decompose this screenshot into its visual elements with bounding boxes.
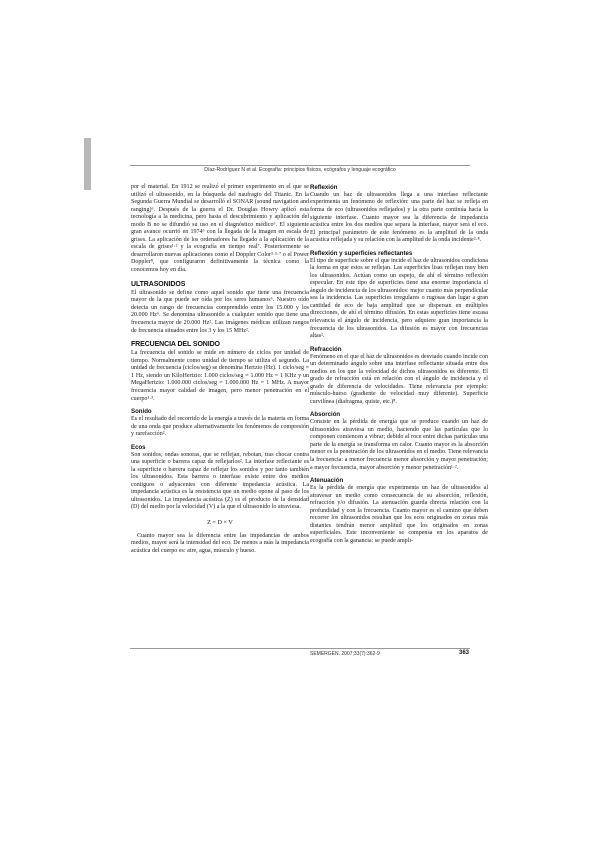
page-number: 363 xyxy=(458,650,469,656)
left-column xyxy=(131,184,309,556)
heading-refraccion: Refracción xyxy=(310,345,342,353)
impedance-equation: Z = D × V xyxy=(207,518,233,526)
footer-rule xyxy=(130,648,470,649)
superficies-paragraph: El tipo de superficie sobre el que incide el haz de ultrasonidos condiciona la forma en que estos se reflejan. Las superficies lisas reflejan muy bien los ultrasonidos. Actúan como un espejo, de ahí el término reflexión especular. En este tipo de superficies tiene una enorme importancia el ángulo de incidencia de los ultrasonidos: mejor cuanto más perpendicular sea la incidencia. Las superficies irregulares o rugosas dan lugar a gran cantidad de eco de baja amplitud que se dispersan en múltiples direcciones, de ahí el término difusión. En estas superficies tiene escasa relevancia el ángulo de incidencia, pero adquiere gran importancia la frecuencia de los ultrasonidos. La difusión es mayor con frecuencias altas². xyxy=(310,257,488,340)
heading-ultrasonidos: ULTRASONIDOS xyxy=(131,280,186,288)
heading-atenuacion: Atenuación xyxy=(310,477,344,485)
frecuencia-paragraph: La frecuencia del sonido se mide en número de ciclos por unidad de tiempo. Normalmente como unidad de tiempo se utiliza el segundo. La unidad de frecuencia (ciclos/seg) se denomina Hertzio (Hz). 1 ciclo/seg = 1 Hz, siendo un KiloHertzio: 1.000 ciclos/seg = 1.000 Hz = 1 KHz y un MegaHertzio: 1.000.000 ciclos/seg = 1.000.000 Hz = 1 MHz. A mayor frecuencia mayor calidad de imagen, pero menor penetración en el cuerpo¹·³. xyxy=(131,350,309,402)
heading-superficies: Reflexión y superficies reflectantes xyxy=(310,249,413,257)
ultrasonidos-paragraph: El ultrasonido se define como aquel sonido que tiene una frecuencia mayor de la que puede ser oída por los seres humanos⁶. Nuestro oído detecta un rango de frecuencias comprendido entre los 15.000 y los 20.000 Hz⁶. Se denomina ultrasonido a cualquier sonido que tiene una frecuencia mayor de 20.000 Hz². Las imágenes médicas utilizan rangos de frecuencia situados entre los 3 y los 15 MHz². xyxy=(131,289,309,334)
header-rule xyxy=(130,165,470,166)
right-column xyxy=(310,184,488,545)
heading-reflexion: Reflexión xyxy=(310,184,338,191)
absorcion-paragraph: Consiste en la pérdida de energía que se produce cuando un haz de ultrasonidos atraviesa un medio, haciendo que las partículas que lo componen comiencen a vibrar; debido al roce entre dichas partículas una parte de la energía se transforma en calor. Cuanto mayor es la absorción menor es la penetración de los ultrasonidos en el medio. Tiene relevancia la frecuencia: a menor frecuencia menor absorción y mayor penetración; a mayor frecuencia, mayor absorción y menor penetración¹·². xyxy=(310,419,488,471)
heading-sonido: Sonido xyxy=(131,408,152,416)
sonido-paragraph: Es el resultado del recorrido de la energía a través de la materia en forma de una onda que produce alternativamente los fenómenos de compresión y rarefacción². xyxy=(131,415,309,438)
refraccion-paragraph: Fenómeno en el que el haz de ultrasonidos es desviado cuando incide con un determinado ángulo sobre una interfase reflectante situada entre dos medios en los que la velocidad de dichos ultrasonidos es diferente. El grado de refracción está en relación con el ángulo de incidencia y el grado de diferencia de velocidades. Tiene relevancia por ejemplo: músculo-hueso (gradiente de velocidad muy diferente). Superficie curvilínea (diafragma, quiste, etc.)⁸. xyxy=(310,353,488,405)
heading-ecos: Ecos xyxy=(131,443,146,451)
heading-absorcion: Absorción xyxy=(310,411,341,419)
heading-frecuencia: FRECUENCIA DEL SONIDO xyxy=(131,341,220,349)
side-tab-marker xyxy=(84,138,91,190)
reflexion-paragraph: Cuando un haz de ultrasonidos llega a una interfase reflectante experimenta un fenómeno de reflexión: una parte del haz se refleja en forma de eco (ultrasonidos reflejados) y la otra parte continúa hacia la siguiente interfase. Cuanto mayor sea la diferencia de impedancia acústica entre los dos medios que separa la interfase, mayor será el eco. El principal parámetro de este fenómeno es la amplitud de la onda acústica reflejada y su relación con la amplitud de la onda incidente²·⁸. xyxy=(310,191,488,244)
running-head: Díaz-Rodríguez N et al. Ecografía: principios físicos, ecógrafos y lenguaje ecográfico xyxy=(204,167,396,173)
intro-paragraph: por el material. En 1912 se realizó el primer experimento en el que se utilizó el ultrasonido, en la búsqueda del naufragio del Titanic. En la Segunda Guerra Mundial se desarrolló el SONAR (sound navigation and ranging)⁶. Después de la guerra el Dr. Douglas Howry aplicó esta tecnología a la medicina, pero hasta el descubrimiento y aplicación del modo B no se difundió su uso en el diagnóstico médico⁶. El siguiente gran avance ocurrió en 1974⁶ con la llegada de la imagen en escala de grises. La aplicación de los ordenadores ha llegado a la aplicación de la escala de grises¹·² y la ecografía en tiempo real⁷. Posteriormente se desarrollaron nuevas aplicaciones como el Doppler Color³·⁵·⁷ o el Power Doppler⁸, que configuraron definitivamente la técnica como la conocemos hoy en día. xyxy=(131,184,309,274)
ecos-paragraph-2: Cuanto mayor sea la diferencia entre las impedancias de ambos medios, mayor será la intensidad del eco. De menos a más la impedancia acústica del cuerpo es: aire, agua, músculo y hueso. xyxy=(131,532,309,554)
footer-citation: SEMERGEN. 2007;33(7):362-9 xyxy=(310,651,380,657)
ecos-paragraph: Son sonidos, ondas sonoras, que se reflejan, rebotan, tras chocar contra una superficie o barrera capaz de reflejarlos². La interfase reflectante es la superficie o barrera capaz de reflejar los sonidos y por tanto también los ultrasonidos. Esta barrera o interfase existe entre dos medios contiguos o adyacentes con diferente impedancia acústica. La impedancia acústica es la resistencia que un medio opone al paso de los ultrasonidos. La impedancia acústica (Z) es el producto de la densidad (D) del medio por la velocidad (V) a la que el ultrasonido lo atraviesa. xyxy=(131,451,309,511)
atenuacion-paragraph: Es la pérdida de energía que experimenta un haz de ultrasonidos al atravesar un medio como consecuencia de su absorción, reflexión, refracción y/o difusión. La atenuación guarda directa relación con la profundidad y con la frecuencia. Cuanto mayor es el camino que deben recorrer los ultrasonidos resultan que los ecos originados en zonas más distantes tendrán menor amplitud que los originados en zonas superficiales. Este inconveniente se compensa en los aparatos de ecografía con la ganancia: se puede ampli- xyxy=(310,485,488,544)
